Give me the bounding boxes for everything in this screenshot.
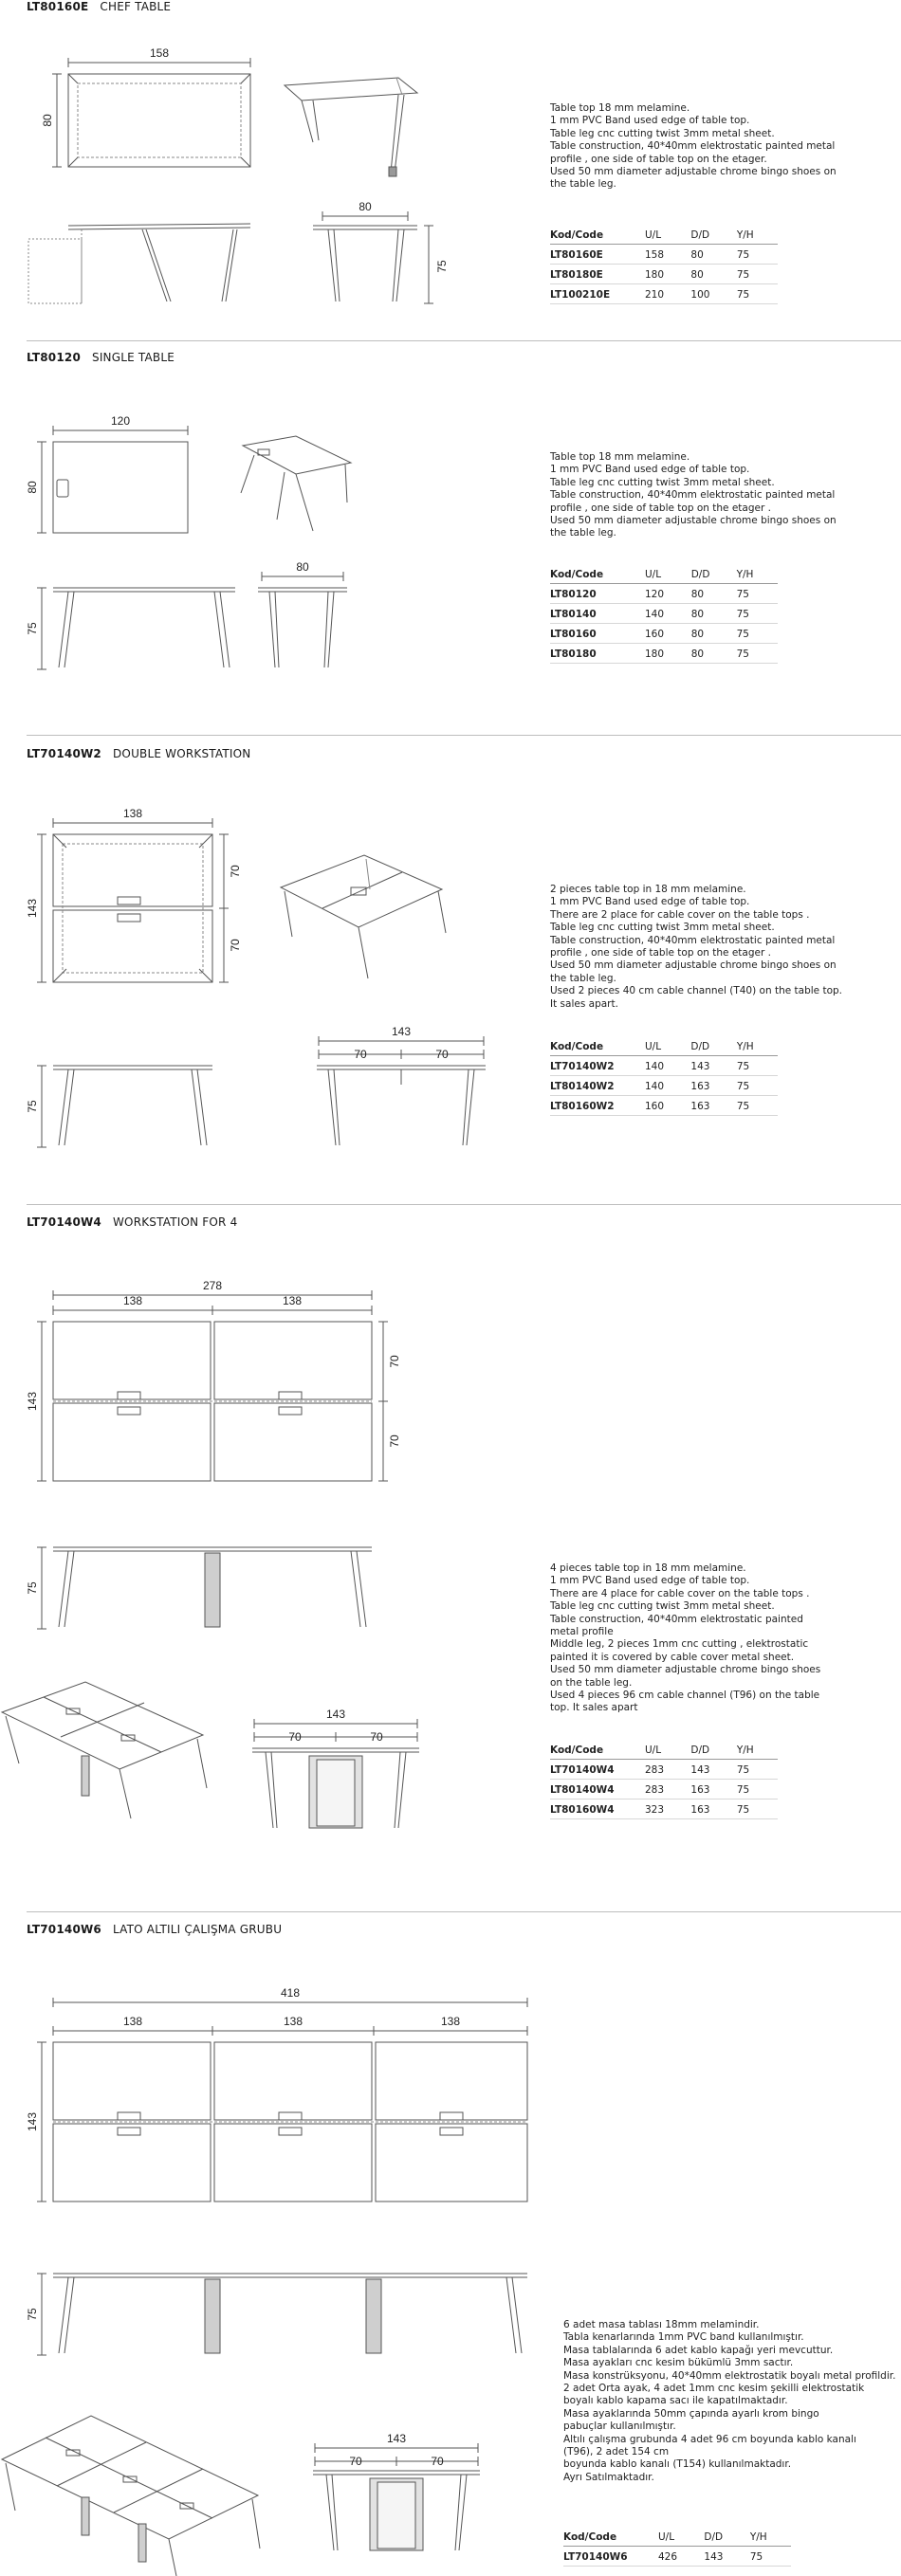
dim-width-middle: 138 bbox=[283, 2015, 303, 2028]
dim-width: 158 bbox=[149, 46, 170, 60]
product-code: LT80160E bbox=[27, 0, 89, 13]
col-length: U/L bbox=[645, 228, 690, 245]
table-row: LT70140W2 140 143 75 bbox=[550, 1056, 778, 1076]
dim-depth-front: 143 bbox=[391, 1025, 412, 1038]
table-row: LT70140W6 426 143 75 bbox=[563, 2547, 791, 2567]
dim-depth: 80 bbox=[26, 481, 39, 494]
dim-front-left: 70 bbox=[349, 2455, 362, 2468]
col-depth: D/D bbox=[690, 228, 736, 245]
technical-drawing bbox=[0, 351, 531, 735]
dim-depth-front: 80 bbox=[296, 560, 309, 574]
col-code: Kod/Code bbox=[550, 228, 645, 245]
dim-front-right: 70 bbox=[370, 1730, 383, 1744]
product-code: LT70140W4 bbox=[27, 1215, 101, 1229]
dim-total-width: 278 bbox=[202, 1279, 223, 1292]
table-row: LT80180E 180 80 75 bbox=[550, 265, 778, 284]
dim-depth-front: 143 bbox=[325, 1708, 346, 1721]
product-description: 2 pieces table top in 18 mm melamine. 1 mm PVC Band used edge of table top. There are 2 place for cable cover on the table tops . Table leg cnc cutting twist 3mm metal sheet. Table construction, 40*40mm elektrostatic painted metal profile , one side of table top on the etager . Used 50 mm diameter adjustable chrome bingo shoes on the table leg. Used 2 pieces 40 cm cable channel (T40) on the table top. It sales apart. bbox=[550, 884, 842, 1010]
product-code: LT70140W2 bbox=[27, 747, 101, 760]
col-height: Y/H bbox=[737, 228, 778, 245]
table-row: LT80160E 158 80 75 bbox=[550, 245, 778, 265]
section-double-workstation bbox=[0, 747, 901, 1202]
dim-depth: 143 bbox=[26, 898, 39, 919]
spec-header-row: Kod/Code U/L D/D Y/H bbox=[550, 567, 778, 584]
section-chef-table bbox=[0, 0, 901, 351]
table-row: LT80140W4 283 163 75 bbox=[550, 1780, 778, 1800]
dim-depth-front: 80 bbox=[359, 200, 372, 213]
dim-half-depth-bottom: 70 bbox=[388, 1434, 401, 1448]
dim-height: 75 bbox=[26, 1581, 39, 1595]
product-description: 6 adet masa tablası 18mm melamindir. Tabla kenarlarında 1mm PVC band kullanılmıştır. Masa tablalarında 6 adet kablo kapağı yeri mevcuttur. Masa ayakları cnc kesim bükümlü 3mm sactır. Masa konstrüksyonu, 40*40mm elektrostatik boyalı metal profildir. 2 adet Orta ayak, 4 adet 1mm cnc kesim şekilli elektrostatik boyalı kablo kapama sacı ile kapatılmaktadır. Masa ayaklarında 50mm çapında ayarlı krom bingo pabuçlar kullanılmıştır. Altılı çalışma grubunda 4 adet 96 cm boyunda kablo kanalı (T96), 2 adet 154 cm boyunda kablo kanalı (T154) kullanılmaktadır. Ayrı Satılmaktadır. bbox=[563, 2319, 896, 2483]
product-description: Table top 18 mm melamine. 1 mm PVC Band used edge of table top. Table leg cnc cutting twist 3mm metal sheet. Table construction, 40*40mm elektrostatic painted metal profile , one side of table top on the etager . Used 50 mm diameter adjustable chrome bingo shoes on the table leg. bbox=[550, 451, 837, 539]
dim-width-right: 138 bbox=[440, 2015, 461, 2028]
product-title: LATO ALTILI ÇALIŞMA GRUBU bbox=[112, 1923, 283, 1936]
divider bbox=[27, 1204, 901, 1205]
dim-width-left: 138 bbox=[122, 1294, 143, 1307]
table-row: LT80140W2 140 163 75 bbox=[550, 1076, 778, 1096]
dim-width: 120 bbox=[110, 414, 131, 428]
technical-drawing bbox=[0, 1215, 531, 1898]
dim-depth: 80 bbox=[41, 114, 54, 127]
spec-table bbox=[550, 567, 778, 664]
section-workstation-for-4 bbox=[0, 1215, 901, 1898]
dim-width-left: 138 bbox=[122, 2015, 143, 2028]
table-row: LT70140W4 283 143 75 bbox=[550, 1760, 778, 1780]
product-title: CHEF TABLE bbox=[100, 0, 172, 13]
spec-header-row: Kod/Code U/L D/D Y/H bbox=[563, 2530, 791, 2547]
product-title: DOUBLE WORKSTATION bbox=[112, 747, 251, 760]
product-title: WORKSTATION FOR 4 bbox=[112, 1215, 238, 1229]
dim-half-depth-top: 70 bbox=[229, 865, 242, 878]
product-description: 4 pieces table top in 18 mm melamine. 1 mm PVC Band used edge of table top. There are 4 place for cable cover on the table tops . Table leg cnc cutting twist 3mm metal sheet. Table construction, 40*40mm elektrostatic painted metal profile Middle leg, 2 pieces 1mm cnc cutting , elektrostatic painted it is covered by cable cover metal sheet. Used 50 mm diameter adjustable chrome bingo shoes on the table leg. Used 4 pieces 96 cm cable channel (T96) on the table top. It sales apart bbox=[550, 1562, 821, 1714]
dim-depth: 143 bbox=[26, 2111, 39, 2132]
dim-depth-front: 143 bbox=[386, 2432, 407, 2445]
table-row: LT80140 140 80 75 bbox=[550, 604, 778, 624]
table-row: LT80160 160 80 75 bbox=[550, 624, 778, 644]
dim-total-width: 418 bbox=[280, 1986, 301, 2000]
dim-height: 75 bbox=[26, 1100, 39, 1113]
section-workstation-for-6 bbox=[0, 1923, 901, 2576]
dim-front-left: 70 bbox=[354, 1048, 367, 1061]
dim-half-depth-bottom: 70 bbox=[229, 939, 242, 952]
spec-table bbox=[550, 1743, 778, 1819]
spec-table bbox=[563, 2530, 791, 2567]
divider bbox=[27, 1911, 901, 1912]
dim-half-depth-top: 70 bbox=[388, 1355, 401, 1368]
technical-drawing bbox=[0, 0, 531, 351]
divider bbox=[27, 735, 901, 736]
dim-width: 138 bbox=[122, 807, 143, 820]
spec-table bbox=[550, 1039, 778, 1116]
table-row: LT80180 180 80 75 bbox=[550, 644, 778, 664]
product-code: LT80120 bbox=[27, 351, 81, 364]
table-row: LT100210E 210 100 75 bbox=[550, 284, 778, 304]
dim-front-right: 70 bbox=[431, 2455, 444, 2468]
dim-width-right: 138 bbox=[282, 1294, 303, 1307]
dim-front-left: 70 bbox=[288, 1730, 302, 1744]
product-code: LT70140W6 bbox=[27, 1923, 101, 1936]
section-single-table bbox=[0, 351, 901, 735]
spec-header-row: Kod/Code U/L D/D Y/H bbox=[550, 1039, 778, 1056]
table-row: LT80160W4 323 163 75 bbox=[550, 1800, 778, 1819]
dim-front-right: 70 bbox=[435, 1048, 449, 1061]
product-title: SINGLE TABLE bbox=[92, 351, 175, 364]
dim-height: 75 bbox=[26, 622, 39, 635]
table-row: LT80120 120 80 75 bbox=[550, 584, 778, 604]
dim-height: 75 bbox=[26, 2308, 39, 2321]
technical-drawing bbox=[0, 1923, 550, 2576]
table-row: LT80160W2 160 163 75 bbox=[550, 1096, 778, 1116]
divider bbox=[27, 340, 901, 341]
dim-depth: 143 bbox=[26, 1391, 39, 1412]
product-description: Table top 18 mm melamine. 1 mm PVC Band used edge of table top. Table leg cnc cutting twist 3mm metal sheet. Table construction, 40*40mm elektrostatic painted metal profile , one side of table top on the etager. Used 50 mm diameter adjustable chrome bingo shoes on the table leg. bbox=[550, 102, 837, 191]
spec-header-row: Kod/Code U/L D/D Y/H bbox=[550, 1743, 778, 1760]
spec-table bbox=[550, 228, 778, 304]
technical-drawing bbox=[0, 747, 531, 1202]
spec-header-row bbox=[550, 228, 778, 245]
dim-height: 75 bbox=[435, 260, 449, 273]
